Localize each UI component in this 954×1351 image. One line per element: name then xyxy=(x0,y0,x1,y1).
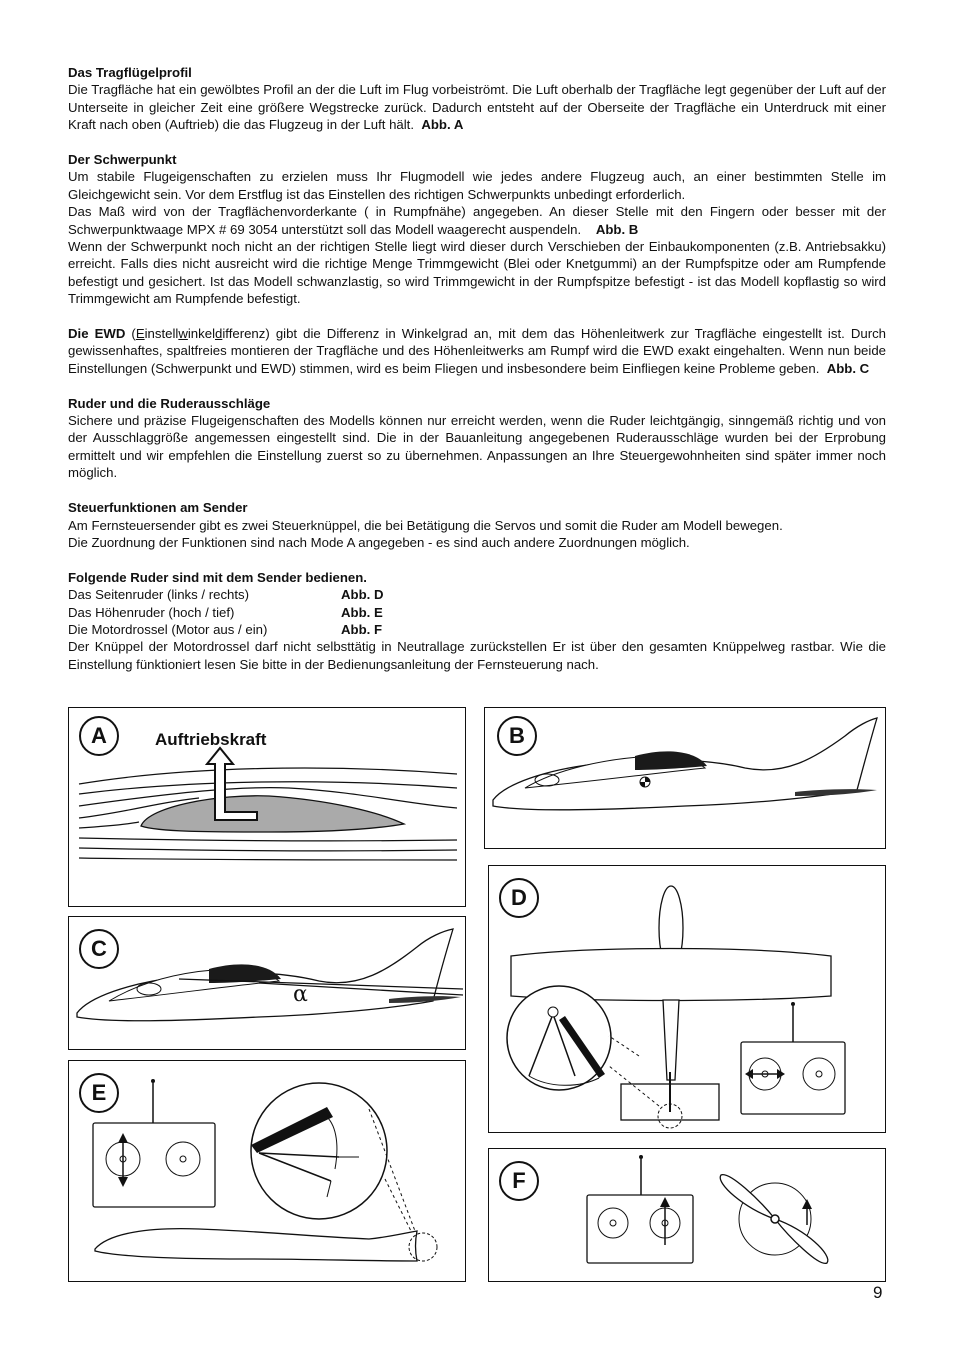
list-item-ref: Abb. D xyxy=(341,587,384,603)
rudder-control-diagram xyxy=(489,866,886,1133)
throttle-control-diagram xyxy=(489,1149,886,1282)
propeller-icon xyxy=(720,1175,828,1264)
airflow-diagram xyxy=(69,708,466,907)
ewd-p1: instell xyxy=(144,326,179,342)
figure-a-badge: A xyxy=(79,716,119,756)
section-profil xyxy=(68,64,886,134)
transmitter-icon xyxy=(587,1155,693,1263)
list-item-ref: Abb. E xyxy=(341,604,383,620)
zoom-circle-d xyxy=(507,986,611,1090)
section-ewd xyxy=(68,325,886,377)
figure-a xyxy=(68,707,466,907)
section-folgende xyxy=(68,569,886,673)
heading-profil: Das Tragflügelprofil xyxy=(68,65,192,80)
schwerpunkt-body-3: Wenn der Schwerpunkt noch nicht an der richtigen Stelle liegt wird dieser durch Verschieben der Einbaukomponenten (z.B. Antriebsakku) erreicht. Falls dies nicht ausreicht wird die richtige Menge Trimmgewicht (Blei oder Knetgummi) an der Rumpfspitze oder am Rumpfende befestigt und gesichert. Ist das Modell schwanzlastig, so wird Trimmgewicht in der Rumpfspitze befestigt - ist das Modell kopflastig so wird Trimmgewicht am Rumpfende befestigt. xyxy=(68,239,886,307)
schwerpunkt-body-1: Um stabile Flugeigenschaften zu erzielen muss Ihr Flugmodell wie jedes andere Flugzeug auch, an einer bestimmten Stelle im Gleichgewicht sein. Vor dem Erstflug ist das Einstellen des richtigen Schwerpunkts unbedingt erforderlich. xyxy=(68,169,886,202)
heading-folgende: Folgende Ruder sind mit dem Sender bedienen. xyxy=(68,569,367,585)
list-item-label: Das Seitenruder (links / rechts) xyxy=(68,587,250,603)
folgende-body: Der Knüppel der Motordrossel darf nicht selbsttätig in Neutrallage zurückstellen Er ist über den gesamten Knüppelweg rastbar. Wie die Einstellung fünktioniert lesen Sie bitte in der Bedienungsanleitung der Fernsteuerung nach. xyxy=(68,639,886,672)
steuer-body-1: Am Fernsteuersender gibt es zwei Steuerknüppel, die bei Betätigung die Servos und somit die Ruder am Modell bewegen. xyxy=(68,517,783,533)
ewd-open-paren: ( xyxy=(125,326,136,342)
airfoil-shape xyxy=(141,796,404,832)
ruder-body: Sichere und präzise Flugeigenschaften des Modells können nur erreicht werden, wenn die Ruder leichtgängig, sinngemäß richtig und von der Ausschlaggröße angemessen eingestellt sind. Die in der Bauanleitung angegebenen Ruderausschläge wurden bei der Erprobung ermittelt und wir empfehlen die Einstellung zuerst so zu übernehmen. Anpassungen an Ihre Steuergewohnheiten sind später immer noch möglich. xyxy=(68,413,886,481)
list-item-label: Die Motordrossel (Motor aus / ein) xyxy=(68,621,268,637)
ewd-body: ) gibt die Differenz in Winkelgrad an, mit dem das Höhenleitwerk zur Tragfläche eingestellt ist. Durch gewissenhaftes, spaltfreies montieren der Tragfläche und des Höhenleitwerks am Rumpf wird die EWD exakt eingehalten. Wenn nun beide Einstellungen (Schwerpunkt und EWD) stimmen, wird es beim Fliegen und insbesondere beim Einfliegen keine Probleme geben. xyxy=(68,326,887,376)
figure-a-caption: Auftriebskraft xyxy=(155,730,267,749)
list-item xyxy=(68,586,886,603)
profil-body: Die Tragfläche hat ein gewölbtes Profil an der die Luft im Flug vorbeiströmt. Die Luft oberhalb der Tragfläche legt gegenüber der Luft auf der Unterseite in gleicher Zeit eine größere Wegstrecke zurück. Dadurch entsteht auf der Oberseite der Tragfläche ein Unterdruck mit einer Kraft nach oben (Auftrieb) die das Flugzeug in der Luft hält. xyxy=(68,82,886,133)
page-number: 9 xyxy=(873,1283,883,1302)
list-item xyxy=(68,621,886,638)
ewd-term: Die EWD xyxy=(68,326,126,342)
cg-marker-icon xyxy=(640,777,650,787)
text-area xyxy=(68,64,886,691)
ewd-p2: inkel xyxy=(187,326,215,342)
figure-e xyxy=(68,1060,466,1282)
ewd-u3: d xyxy=(215,326,223,342)
elevator-control-diagram xyxy=(69,1061,466,1282)
list-item xyxy=(68,604,886,621)
figure-f-badge: F xyxy=(499,1161,539,1201)
list-item-ref: Abb. F xyxy=(341,621,383,637)
alpha-angle-symbol: α xyxy=(293,982,308,1007)
section-ruder xyxy=(68,395,886,482)
figure-c xyxy=(68,916,466,1050)
schwerpunkt-body-2: Das Maß wird von der Tragflächenvorderkante ( in Rumpfnähe) angegeben. An dieser Stelle mit den Fingern oder besser mit der Schwerpunktwaage MPX # 69 3054 unterstützt soll das Modell waagerecht auspendeln. xyxy=(68,204,886,237)
ref-abb-c: Abb. C xyxy=(826,360,870,376)
glider-side-view-b xyxy=(485,708,886,849)
ref-abb-b: Abb. B xyxy=(595,221,639,237)
figure-d xyxy=(488,865,886,1133)
section-schwerpunkt xyxy=(68,151,886,308)
ewd-p3: ifferenz xyxy=(222,326,266,342)
section-steuer xyxy=(68,499,886,551)
ewd-u2: w xyxy=(178,326,188,342)
glider-side-view-e xyxy=(95,1229,417,1261)
figure-b-badge: B xyxy=(497,716,537,756)
heading-schwerpunkt: Der Schwerpunkt xyxy=(68,152,177,168)
figure-e-badge: E xyxy=(79,1073,119,1113)
heading-steuer: Steuerfunktionen am Sender xyxy=(68,500,248,516)
paragraph-ewd xyxy=(68,325,886,377)
steuer-body-2: Die Zuordnung der Funktionen sind nach Mode A angegeben - es sind auch andere Zuordnungen möglich. xyxy=(68,534,690,550)
paragraph-profil xyxy=(68,81,886,133)
figure-d-badge: D xyxy=(499,878,539,918)
zoom-circle-e xyxy=(251,1083,387,1219)
heading-ruder: Ruder und die Ruderausschläge xyxy=(68,395,271,411)
figure-b xyxy=(484,707,886,849)
transmitter-icon xyxy=(741,1002,845,1114)
figure-c-badge: C xyxy=(79,929,119,969)
figure-f xyxy=(488,1148,886,1282)
ref-abb-a: Abb. A xyxy=(421,117,464,133)
list-item-label: Das Höhenruder (hoch / tief) xyxy=(68,604,235,620)
glider-side-view-c xyxy=(69,917,466,1050)
paragraph-schwerpunkt-2 xyxy=(68,203,886,238)
ewd-u1: E xyxy=(135,326,145,342)
